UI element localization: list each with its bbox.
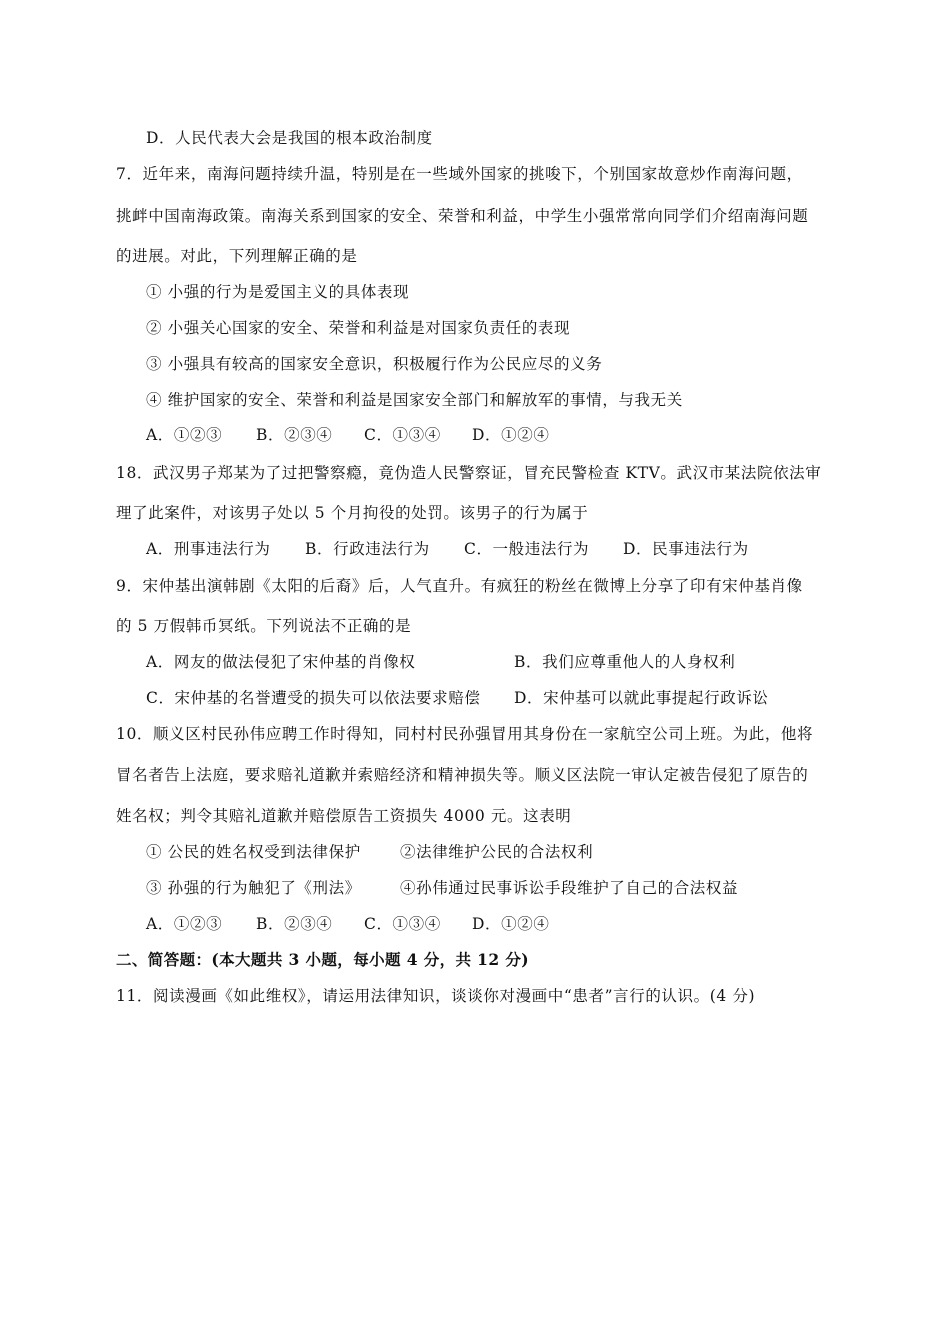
- q10-item-1: ① 公民的姓名权受到法律保护: [146, 843, 361, 861]
- q9-stem-line-1: 9．宋仲基出演韩剧《太阳的后裔》后，人气直升。有疯狂的粉丝在微博上分享了印有宋仲基肖像: [116, 577, 803, 595]
- q6-option-d: D．人民代表大会是我国的根本政治制度: [146, 129, 433, 147]
- q10-stem-line-1: 10．顺义区村民孙伟应聘工作时得知，同村村民孙强冒用其身份在一家航空公司上班。为此，他将: [116, 725, 814, 743]
- q10-option-c: C．①③④: [364, 915, 441, 933]
- q7-item-3: ③ 小强具有较高的国家安全意识，积极履行作为公民应尽的义务: [146, 355, 603, 373]
- q7-option-a: A．①②③: [146, 426, 223, 444]
- q7-option-c: C．①③④: [364, 426, 441, 444]
- q8-stem-line-1: 18．武汉男子郑某为了过把警察瘾，竟伪造人民警察证，冒充民警检查 KTV。武汉市某法院依法审: [116, 464, 822, 482]
- q7-option-d: D．①②④: [472, 426, 550, 444]
- q8-option-d: D．民事违法行为: [623, 540, 749, 558]
- q9-stem-line-2: 的 5 万假韩币冥纸。下列说法不正确的是: [116, 617, 412, 635]
- q10-item-3: ③ 孙强的行为触犯了《刑法》: [146, 879, 361, 897]
- q9-option-a: A．网友的做法侵犯了宋仲基的肖像权: [146, 653, 416, 671]
- q8-option-a: A．刑事违法行为: [146, 540, 271, 558]
- q10-option-d: D．①②④: [472, 915, 550, 933]
- q7-option-b: B．②③④: [256, 426, 333, 444]
- q7-stem-line-1: 7．近年来，南海问题持续升温，特别是在一些域外国家的挑唆下，个别国家故意炒作南海问题，: [116, 165, 803, 183]
- q10-option-b: B．②③④: [256, 915, 333, 933]
- section-heading: 二、简答题：(本大题共 3 小题，每小题 4 分，共 12 分): [116, 950, 529, 969]
- q10-stem-line-3: 姓名权；判令其赔礼道歉并赔偿原告工资损失 4000 元。这表明: [116, 807, 572, 825]
- q7-item-4: ④ 维护国家的安全、荣誉和利益是国家安全部门和解放军的事情，与我无关: [146, 391, 683, 409]
- q8-option-c: C．一般违法行为: [464, 540, 590, 558]
- q7-stem-line-2: 挑衅中国南海政策。南海关系到国家的安全、荣誉和利益，中学生小强常常向同学们介绍南海问题: [116, 207, 809, 225]
- q10-item-4: ④孙伟通过民事诉讼手段维护了自己的合法权益: [400, 879, 739, 897]
- q8-stem-line-2: 理了此案件，对该男子处以 5 个月拘役的处罚。该男子的行为属于: [116, 504, 589, 522]
- q10-item-2: ②法律维护公民的合法权利: [400, 843, 594, 861]
- q7-item-1: ① 小强的行为是爱国主义的具体表现: [146, 283, 410, 301]
- q9-option-d: D．宋仲基可以就此事提起行政诉讼: [514, 689, 769, 707]
- q8-option-b: B．行政违法行为: [305, 540, 430, 558]
- q9-option-c: C．宋仲基的名誉遭受的损失可以依法要求赔偿: [146, 689, 481, 707]
- q11-stem: 11．阅读漫画《如此维权》，请运用法律知识，谈谈你对漫画中“患者”言行的认识。(4 分): [116, 987, 756, 1005]
- q10-stem-line-2: 冒名者告上法庭，要求赔礼道歉并索赔经济和精神损失等。顺义区法院一审认定被告侵犯了原告的: [116, 766, 809, 784]
- q10-option-a: A．①②③: [146, 915, 223, 933]
- q7-stem-line-3: 的进展。对此，下列理解正确的是: [116, 247, 358, 265]
- q7-item-2: ② 小强关心国家的安全、荣誉和利益是对国家负责任的表现: [146, 319, 571, 337]
- q9-option-b: B．我们应尊重他人的人身权利: [514, 653, 736, 671]
